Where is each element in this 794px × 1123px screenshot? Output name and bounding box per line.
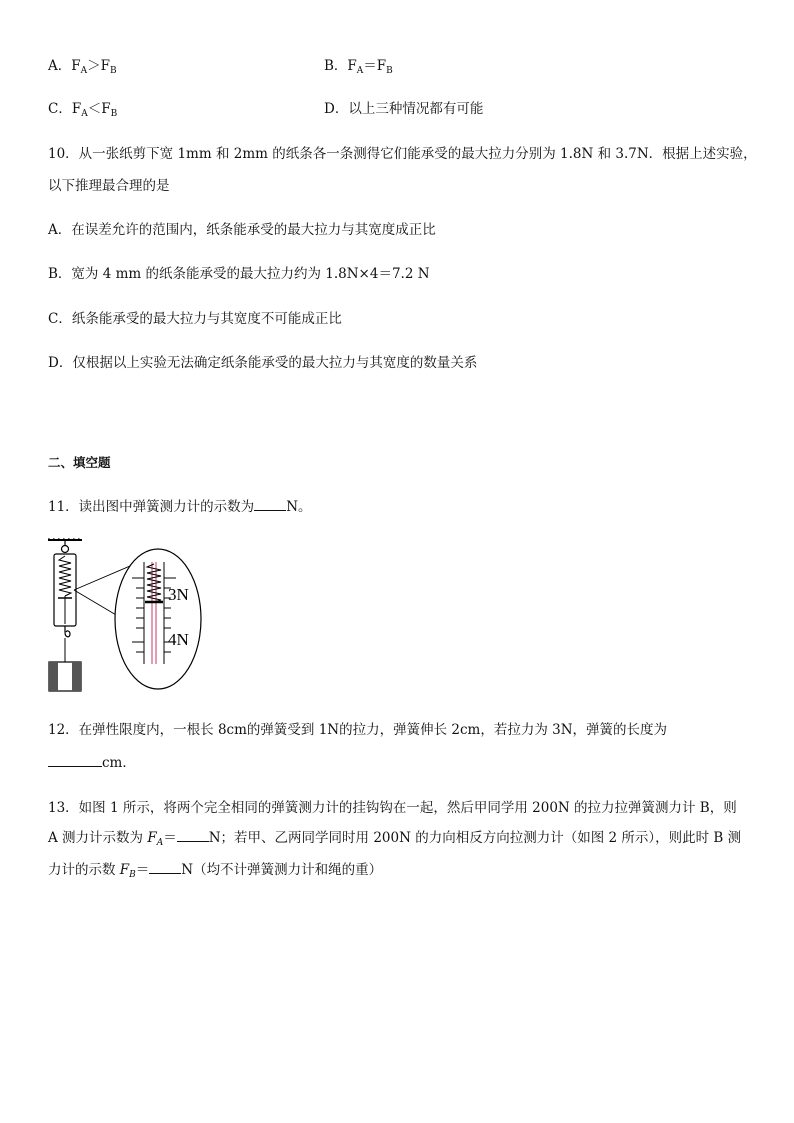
scale-label-4n: 4N [168,630,189,649]
option-9b [324,57,393,80]
force-symbol-fa: F [147,830,157,846]
question-10-stem-line1: 10．从一张纸剪下宽 1mm 和 2mm 的纸条各一条测得它们能承受的最大拉力分别为 1.8N 和 3.7N．根据上述实验， [48,146,757,162]
subscript-a: A [156,838,164,848]
option-10b: B．宽为 4 mm 的纸条能承受的最大拉力约为 1.8N×4＝7.2 N [48,266,430,282]
subscript-b: B [110,66,117,76]
question-10-stem-line2: 以下推理最合理的是 [48,178,170,194]
question-13-line2 [48,829,741,852]
option-9a-text: A．F [48,58,81,74]
subscript-a: A [356,66,364,76]
question-13-text: A 测力计示数为 [48,830,148,846]
option-10d: D．仅根据以上实验无法确定纸条能承受的最大拉力与其宽度的数量关系 [48,355,478,371]
option-9c [48,100,117,123]
question-13-text: N；若甲、乙两同学同时用 200N 的力向相反方向拉测力计（如图 2 所示），则此时 B 测 [208,830,742,846]
question-12-line1: 12．在弹性限度内，一根长 8cm的弹簧受到 1N的拉力，弹簧伸长 2cm，若拉力为 3N，弹簧的长度为 [48,722,668,738]
subscript-a: A [81,109,88,119]
option-9d: D．以上三种情况都有可能 [324,101,484,117]
option-9b-text: B．F [324,58,357,74]
question-12-line2 [48,754,136,772]
hook-icon [65,631,70,637]
option-9a [48,57,117,80]
scale-label-3n: 3N [168,585,189,604]
spring-scale-figure [44,538,214,698]
question-13-text: N（均不计弹簧测力计和绳的重） [181,862,383,878]
answer-blank [254,498,286,511]
question-13-text: 力计的示数 [48,862,120,878]
question-11-unit: N。 [286,499,312,515]
question-11-text: 11．读出图中弹簧测力计的示数为 [48,499,255,515]
question-12-unit: cm． [102,755,136,771]
question-11 [48,498,312,516]
section-title: 二、填空题 [48,455,111,470]
magnified-view [115,549,201,689]
subscript-b: B [110,109,118,119]
option-9a-relation: ＞F [87,58,110,74]
option-9b-relation: ＝F [363,58,387,74]
option-10c: C．纸条能承受的最大拉力与其宽度不可能成正比 [48,311,342,327]
question-13-line1: 13．如图 1 所示，将两个完全相同的弹簧测力计的挂钩钩在一起，然后甲同学用 200N 的拉力拉弹簧测力计 B，则 [48,800,737,816]
question-13-line3 [48,861,382,884]
option-9c-relation: ＜F [87,101,111,117]
answer-blank [177,829,209,842]
option-9c-text: C．F [48,101,82,117]
option-10a: A．在误差允许的范围内，纸条能承受的最大拉力与其宽度成正比 [48,222,436,238]
subscript-b: B [386,66,393,76]
equals-sign: ＝ [135,862,150,878]
answer-blank [149,861,181,874]
hanging-ring [62,546,69,553]
equals-sign: ＝ [163,830,177,846]
subscript-a: A [80,66,88,76]
answer-blank [48,754,102,767]
subscript-b: B [129,870,136,880]
force-symbol-fb: F [119,862,130,878]
